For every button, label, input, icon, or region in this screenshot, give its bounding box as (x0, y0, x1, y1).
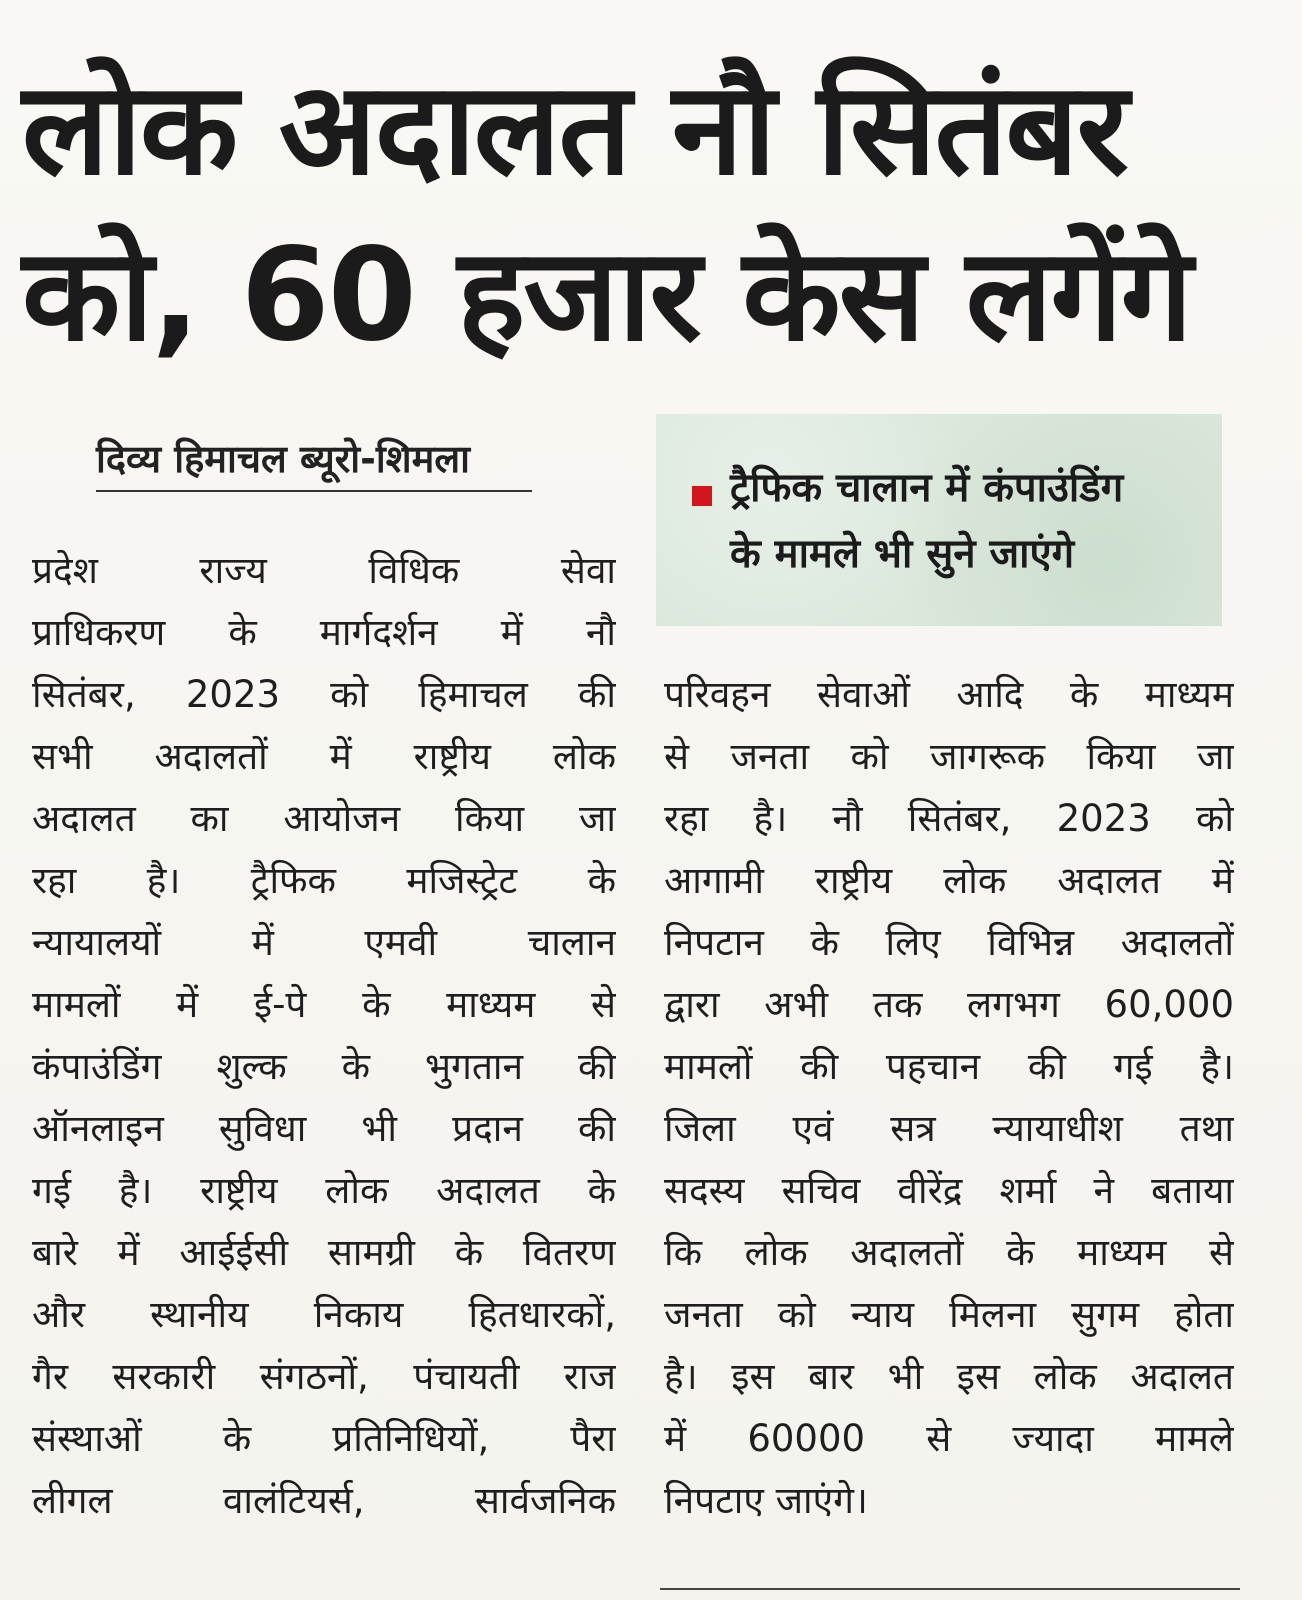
highlight-box (656, 414, 1222, 626)
body-line: है। इस बार भी इस लोक अदालत (664, 1355, 1234, 1398)
body-line: द्वारा अभी तक लगभग 60,000 (664, 983, 1234, 1026)
body-line: जिला एवं सत्र न्यायाधीश तथा (664, 1107, 1234, 1150)
body-line: मामलों की पहचान की गई है। (664, 1045, 1234, 1088)
body-line: अदालत का आयोजन किया जा (32, 797, 616, 840)
body-line: बारे में आईईसी सामग्री के वितरण (32, 1231, 616, 1274)
byline: दिव्य हिमाचल ब्यूरो-शिमला (96, 437, 470, 481)
body-line: प्राधिकरण के मार्गदर्शन में नौ (32, 611, 616, 654)
body-line: निपटान के लिए विभिन्न अदालतों (664, 921, 1234, 964)
body-line: परिवहन सेवाओं आदि के माध्यम (664, 673, 1234, 716)
body-line: रहा है। नौ सितंबर, 2023 को (664, 797, 1234, 840)
body-line: सदस्य सचिव वीरेंद्र शर्मा ने बताया (664, 1169, 1234, 1212)
body-line: और स्थानीय निकाय हितधारकों, (32, 1293, 616, 1336)
body-line: में 60000 से ज्यादा मामले (664, 1417, 1234, 1460)
highlight-line-2: के मामले भी सुने जाएंगे (730, 531, 1075, 577)
body-line: कंपाउंडिंग शुल्क के भुगतान की (32, 1045, 616, 1088)
body-line: सभी अदालतों में राष्ट्रीय लोक (32, 735, 616, 778)
body-line: कि लोक अदालतों के माध्यम से (664, 1231, 1234, 1274)
body-line: गई है। राष्ट्रीय लोक अदालत के (32, 1169, 616, 1212)
article-left-column (32, 540, 616, 1532)
headline-line-1: लोक अदालत नौ सितंबर (22, 55, 1127, 204)
body-line: से जनता को जागरूक किया जा (664, 735, 1234, 778)
body-line: न्यायालयों में एमवी चालान (32, 921, 616, 964)
body-line: जनता को न्याय मिलना सुगम होता (664, 1293, 1234, 1336)
body-line: ऑनलाइन सुविधा भी प्रदान की (32, 1107, 616, 1150)
article-right-column (664, 664, 1234, 1532)
body-line: रहा है। ट्रैफिक मजिस्ट्रेट के (32, 859, 616, 902)
body-line: मामलों में ई-पे के माध्यम से (32, 983, 616, 1026)
body-line: लीगल वालंटियर्स, सार्वजनिक (32, 1479, 616, 1522)
headline-line-2: को, 60 हजार केस लगेंगे (22, 221, 1191, 370)
bottom-rule (660, 1588, 1240, 1590)
body-line: संस्थाओं के प्रतिनिधियों, पैरा (32, 1417, 616, 1460)
body-line: गैर सरकारी संगठनों, पंचायती राज (32, 1355, 616, 1398)
body-line: आगामी राष्ट्रीय लोक अदालत में (664, 859, 1234, 902)
red-square-bullet-icon (692, 486, 712, 506)
byline-underline (96, 490, 532, 492)
body-line: प्रदेश राज्य विधिक सेवा (32, 549, 616, 592)
body-line: सितंबर, 2023 को हिमाचल की (32, 673, 616, 716)
body-line-last: निपटाए जाएंगे। (664, 1479, 868, 1522)
highlight-line-1: ट्रैफिक चालान में कंपाउंडिंग (730, 465, 1124, 511)
